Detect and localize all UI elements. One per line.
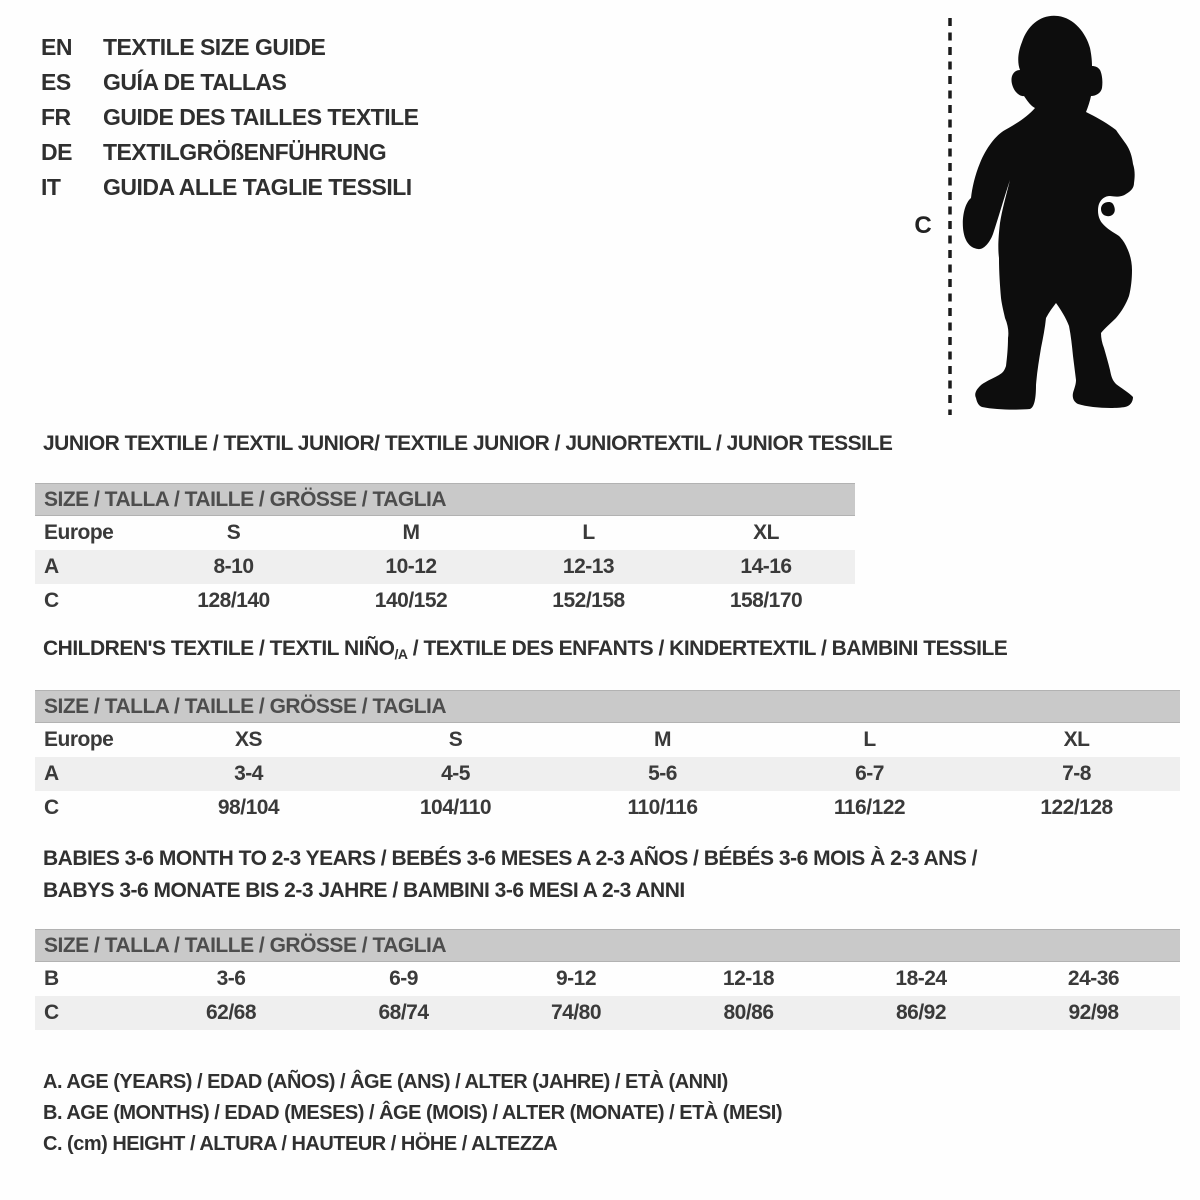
children-size-table <box>35 690 1180 825</box>
row-label-cell: C <box>44 589 59 612</box>
footnotes <box>43 1071 782 1164</box>
size-cell: XS <box>234 728 262 751</box>
language-row <box>41 100 419 135</box>
size-header-bar: SIZE / TALLA / TAILLE / GRÖSSE / TAGLIA <box>35 484 855 516</box>
size-cell: M <box>402 521 420 544</box>
size-header-bar: SIZE / TALLA / TAILLE / GRÖSSE / TAGLIA <box>35 930 1180 962</box>
value-cell: 9-12 <box>555 967 597 990</box>
footnote-b: B. AGE (MONTHS) / EDAD (MESES) / ÂGE (MOIS) / ALTER (MONATE) / ETÀ (MESI) <box>43 1102 783 1124</box>
value-cell: 4-5 <box>352 757 559 791</box>
table-header-row <box>35 930 1180 962</box>
language-code: IT <box>41 174 61 200</box>
table-row <box>35 516 855 551</box>
row-label-cell: Europe <box>44 521 114 544</box>
value-cell: 68/74 <box>317 996 490 1030</box>
value-cell: 5-6 <box>559 757 766 791</box>
table-row <box>35 996 1180 1030</box>
value-cell: 3-6 <box>216 967 246 990</box>
language-title: GUIDE DES TAILLES TEXTILE <box>103 104 419 130</box>
value-cell: 92/98 <box>1007 996 1180 1030</box>
value-cell: 6-7 <box>766 757 973 791</box>
language-code: DE <box>41 139 72 165</box>
value-cell: 74/80 <box>490 996 662 1030</box>
value-cell: 8-10 <box>145 550 322 584</box>
value-cell: 122/128 <box>1040 796 1113 819</box>
babies-section-title-line1: BABIES 3-6 MONTH TO 2-3 YEARS / BEBÉS 3-6 MESES A 2-3 AÑOS / BÉBÉS 3-6 MOIS À 2-3 ANS / <box>43 847 978 870</box>
value-cell: 14-16 <box>677 550 855 584</box>
value-cell: 12-18 <box>722 967 775 990</box>
children-title-text: CHILDREN'S TEXTILE / TEXTIL NIÑO <box>43 637 395 660</box>
value-cell: 140/152 <box>374 589 448 612</box>
babies-size-table <box>35 929 1180 1030</box>
children-title-sub: /A <box>394 646 408 662</box>
junior-section-title: JUNIOR TEXTILE / TEXTIL JUNIOR/ TEXTILE JUNIOR / JUNIORTEXTIL / JUNIOR TESSILE <box>43 432 893 455</box>
table-row <box>35 962 1180 997</box>
value-cell: 98/104 <box>217 796 280 819</box>
language-title: TEXTILGRÖßENFÜHRUNG <box>103 139 387 165</box>
value-cell: 24-36 <box>1067 967 1120 990</box>
value-cell: 86/92 <box>835 996 1007 1030</box>
value-cell: 18-24 <box>895 967 947 990</box>
size-cell: M <box>654 728 671 751</box>
language-code: FR <box>41 104 71 130</box>
size-cell: S <box>448 728 463 751</box>
value-cell: 128/140 <box>197 589 270 612</box>
table-row <box>35 791 1180 825</box>
value-cell: 7-8 <box>973 757 1180 791</box>
size-cell: XL <box>753 521 779 544</box>
babies-section-title-line2: BABYS 3-6 MONATE BIS 2-3 JAHRE / BAMBINI 3-6 MESI A 2-3 ANNI <box>43 879 685 902</box>
row-label-cell: Europe <box>44 728 114 751</box>
row-label-cell: C <box>35 996 145 1030</box>
toddler-silhouette-icon <box>900 8 1160 420</box>
table-row <box>35 584 855 618</box>
size-cell: L <box>863 728 876 751</box>
value-cell: 12-13 <box>500 550 677 584</box>
table-header-row <box>35 484 855 516</box>
row-label-cell: B <box>44 967 59 990</box>
table-row <box>35 757 1180 791</box>
footnote-a: A. AGE (YEARS) / EDAD (AÑOS) / ÂGE (ANS) / ALTER (JAHRE) / ETÀ (ANNI) <box>43 1071 728 1093</box>
size-cell: S <box>226 521 241 544</box>
row-label-cell: C <box>44 796 59 819</box>
table-row <box>35 550 855 584</box>
language-code: ES <box>41 69 71 95</box>
language-row <box>41 30 419 65</box>
language-title: GUÍA DE TALLAS <box>103 69 287 95</box>
value-cell: 10-12 <box>322 550 500 584</box>
value-cell: 104/110 <box>419 796 492 819</box>
table-row <box>35 723 1180 758</box>
size-cell: L <box>582 521 595 544</box>
value-cell: 158/170 <box>729 589 803 612</box>
size-header-bar: SIZE / TALLA / TAILLE / GRÖSSE / TAGLIA <box>35 691 1180 723</box>
language-row <box>41 135 419 170</box>
value-cell: 3-4 <box>145 757 352 791</box>
language-code: EN <box>41 34 72 60</box>
children-title-text: / TEXTILE DES ENFANTS / KINDERTEXTIL / BAMBINI TESSILE <box>407 637 1008 660</box>
value-cell: 116/122 <box>833 796 906 819</box>
height-measure-label: C <box>914 212 932 239</box>
value-cell: 6-9 <box>389 967 418 990</box>
size-cell: XL <box>1063 728 1090 751</box>
row-label-cell: A <box>35 550 145 584</box>
value-cell: 110/116 <box>627 796 698 819</box>
footnote-c: C. (cm) HEIGHT / ALTURA / HAUTEUR / HÖHE / ALTEZZA <box>43 1133 558 1155</box>
language-list <box>41 30 419 205</box>
children-section-title <box>43 637 1007 662</box>
value-cell: 152/158 <box>552 589 625 612</box>
language-row <box>41 65 419 100</box>
table-header-row <box>35 691 1180 723</box>
value-cell: 62/68 <box>145 996 317 1030</box>
language-title: GUIDA ALLE TAGLIE TESSILI <box>103 174 412 200</box>
language-title: TEXTILE SIZE GUIDE <box>103 34 326 60</box>
junior-size-table <box>35 483 855 618</box>
value-cell: 80/86 <box>662 996 835 1030</box>
language-row <box>41 170 419 205</box>
row-label-cell: A <box>35 757 145 791</box>
